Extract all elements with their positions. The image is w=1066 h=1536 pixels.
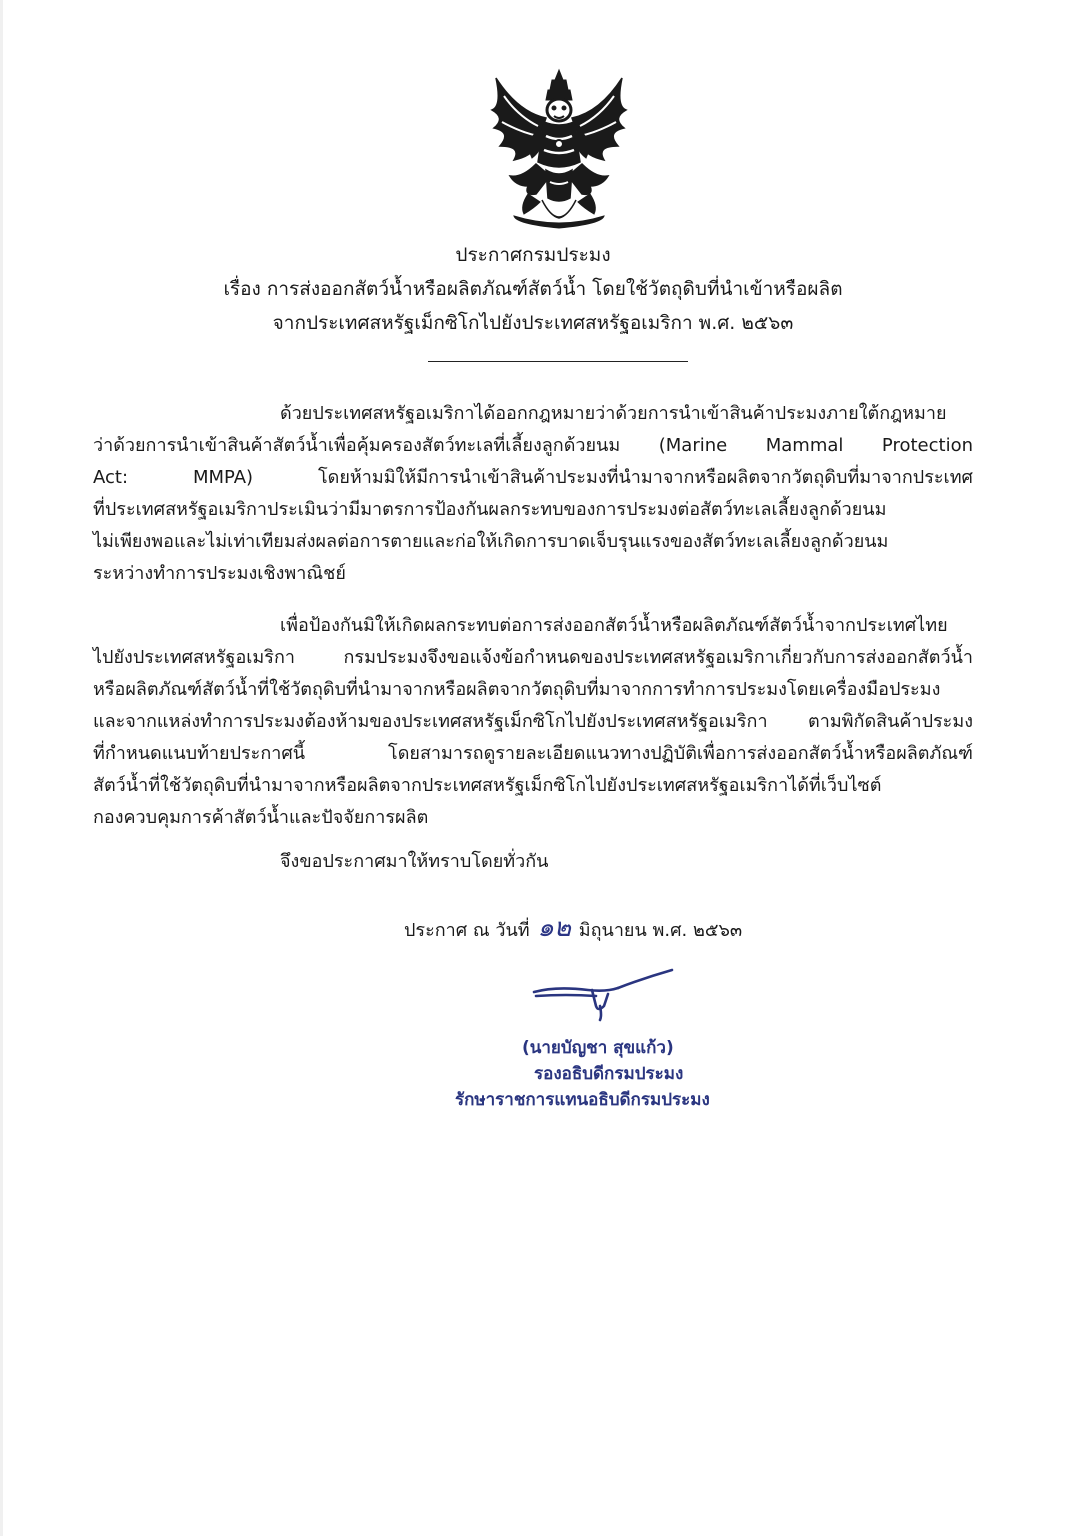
signatory-acting-position: รักษาราชการแทนอธิบดีกรมประมง bbox=[455, 1090, 710, 1110]
announcement-title: ประกาศกรมประมง bbox=[455, 244, 611, 266]
paragraph-2-line: สัตว์น้ำที่ใช้วัตถุดิบที่นำมาจากหรือผลิตจากประเทศสหรัฐเม็กซิโกไปยังประเทศสหรัฐอเมริกาได้ที่เว็บไซต์ bbox=[93, 775, 882, 796]
date-prefix: ประกาศ ณ วันที่ bbox=[404, 920, 530, 941]
paragraph-1-line: ระหว่างทำการประมงเชิงพาณิชย์ bbox=[93, 563, 346, 584]
paragraph-1-line: ไม่เพียงพอและไม่เท่าเทียมส่งผลต่อการตายและก่อให้เกิดการบาดเจ็บรุนแรงของสัตว์ทะเลเลี้ยงลูกด้วยนม bbox=[93, 531, 889, 552]
paragraph-2-line: เพื่อป้องกันมิให้เกิดผลกระทบต่อการส่งออกสัตว์น้ำหรือผลิตภัณฑ์สัตว์น้ำจากประเทศไทย bbox=[280, 615, 948, 636]
signatory-name: (นายบัญชา สุขแก้ว) bbox=[522, 1038, 674, 1058]
garuda-emblem-icon bbox=[484, 66, 634, 236]
closing-statement: จึงขอประกาศมาให้ทราบโดยทั่วกัน bbox=[280, 851, 549, 872]
paragraph-2-line: และจากแหล่งทำการประมงต้องห้ามของประเทศสหรัฐเม็กซิโกไปยังประเทศสหรัฐอเมริกา ตามพิกัดสินค้าประมง bbox=[93, 711, 973, 732]
announcement-date bbox=[404, 912, 742, 947]
subject-line-1: เรื่อง การส่งออกสัตว์น้ำหรือผลิตภัณฑ์สัตว์น้ำ โดยใช้วัตถุดิบที่นำเข้าหรือผลิต bbox=[223, 278, 843, 300]
paragraph-1-line: ที่ประเทศสหรัฐอเมริกาประเมินว่ามีมาตรการป้องกันผลกระทบของการประมงต่อสัตว์ทะเลเลี้ยงลูกด้วยนม bbox=[93, 499, 887, 520]
paragraph-1-line: ว่าด้วยการนำเข้าสินค้าสัตว์น้ำเพื่อคุ้มครองสัตว์ทะเลที่เลี้ยงลูกด้วยนม (Marine Mammal Protection bbox=[93, 435, 973, 456]
paragraph-1-line: ด้วยประเทศสหรัฐอเมริกาได้ออกกฎหมายว่าด้วยการนำเข้าสินค้าประมงภายใต้กฎหมาย bbox=[280, 403, 947, 424]
paragraph-1-line: Act: MMPA) โดยห้ามมิให้มีการนำเข้าสินค้าประมงที่นำมาจากหรือผลิตจากวัตถุดิบที่มาจากประเทศ bbox=[93, 467, 973, 488]
signatory-position: รองอธิบดีกรมประมง bbox=[534, 1064, 684, 1084]
title-divider bbox=[428, 361, 688, 362]
date-month-year: มิถุนายน พ.ศ. ๒๕๖๓ bbox=[578, 920, 743, 941]
paragraph-2-line: กองควบคุมการค้าสัตว์น้ำและปัจจัยการผลิต bbox=[93, 807, 429, 828]
date-day: ๑๒ bbox=[537, 913, 572, 943]
subject-line-2: จากประเทศสหรัฐเม็กซิโกไปยังประเทศสหรัฐอเมริกา พ.ศ. ๒๕๖๓ bbox=[272, 312, 794, 334]
paragraph-2-line: ที่กำหนดแนบท้ายประกาศนี้ โดยสามารถดูรายละเอียดแนวทางปฏิบัติเพื่อการส่งออกสัตว์น้ำหรือผลิตภัณฑ์ bbox=[93, 743, 973, 764]
handwritten-signature bbox=[526, 966, 686, 1026]
paragraph-2-line: หรือผลิตภัณฑ์สัตว์น้ำที่ใช้วัตถุดิบที่นำมาจากหรือผลิตจากวัตถุดิบที่มาจากการทำการประมงโดยเครื่องมือประมง bbox=[93, 679, 941, 700]
paragraph-2-line: ไปยังประเทศสหรัฐอเมริกา กรมประมงจึงขอแจ้งข้อกำหนดของประเทศสหรัฐอเมริกาเกี่ยวกับการส่งออกสัตว์น้ำ bbox=[93, 647, 973, 668]
